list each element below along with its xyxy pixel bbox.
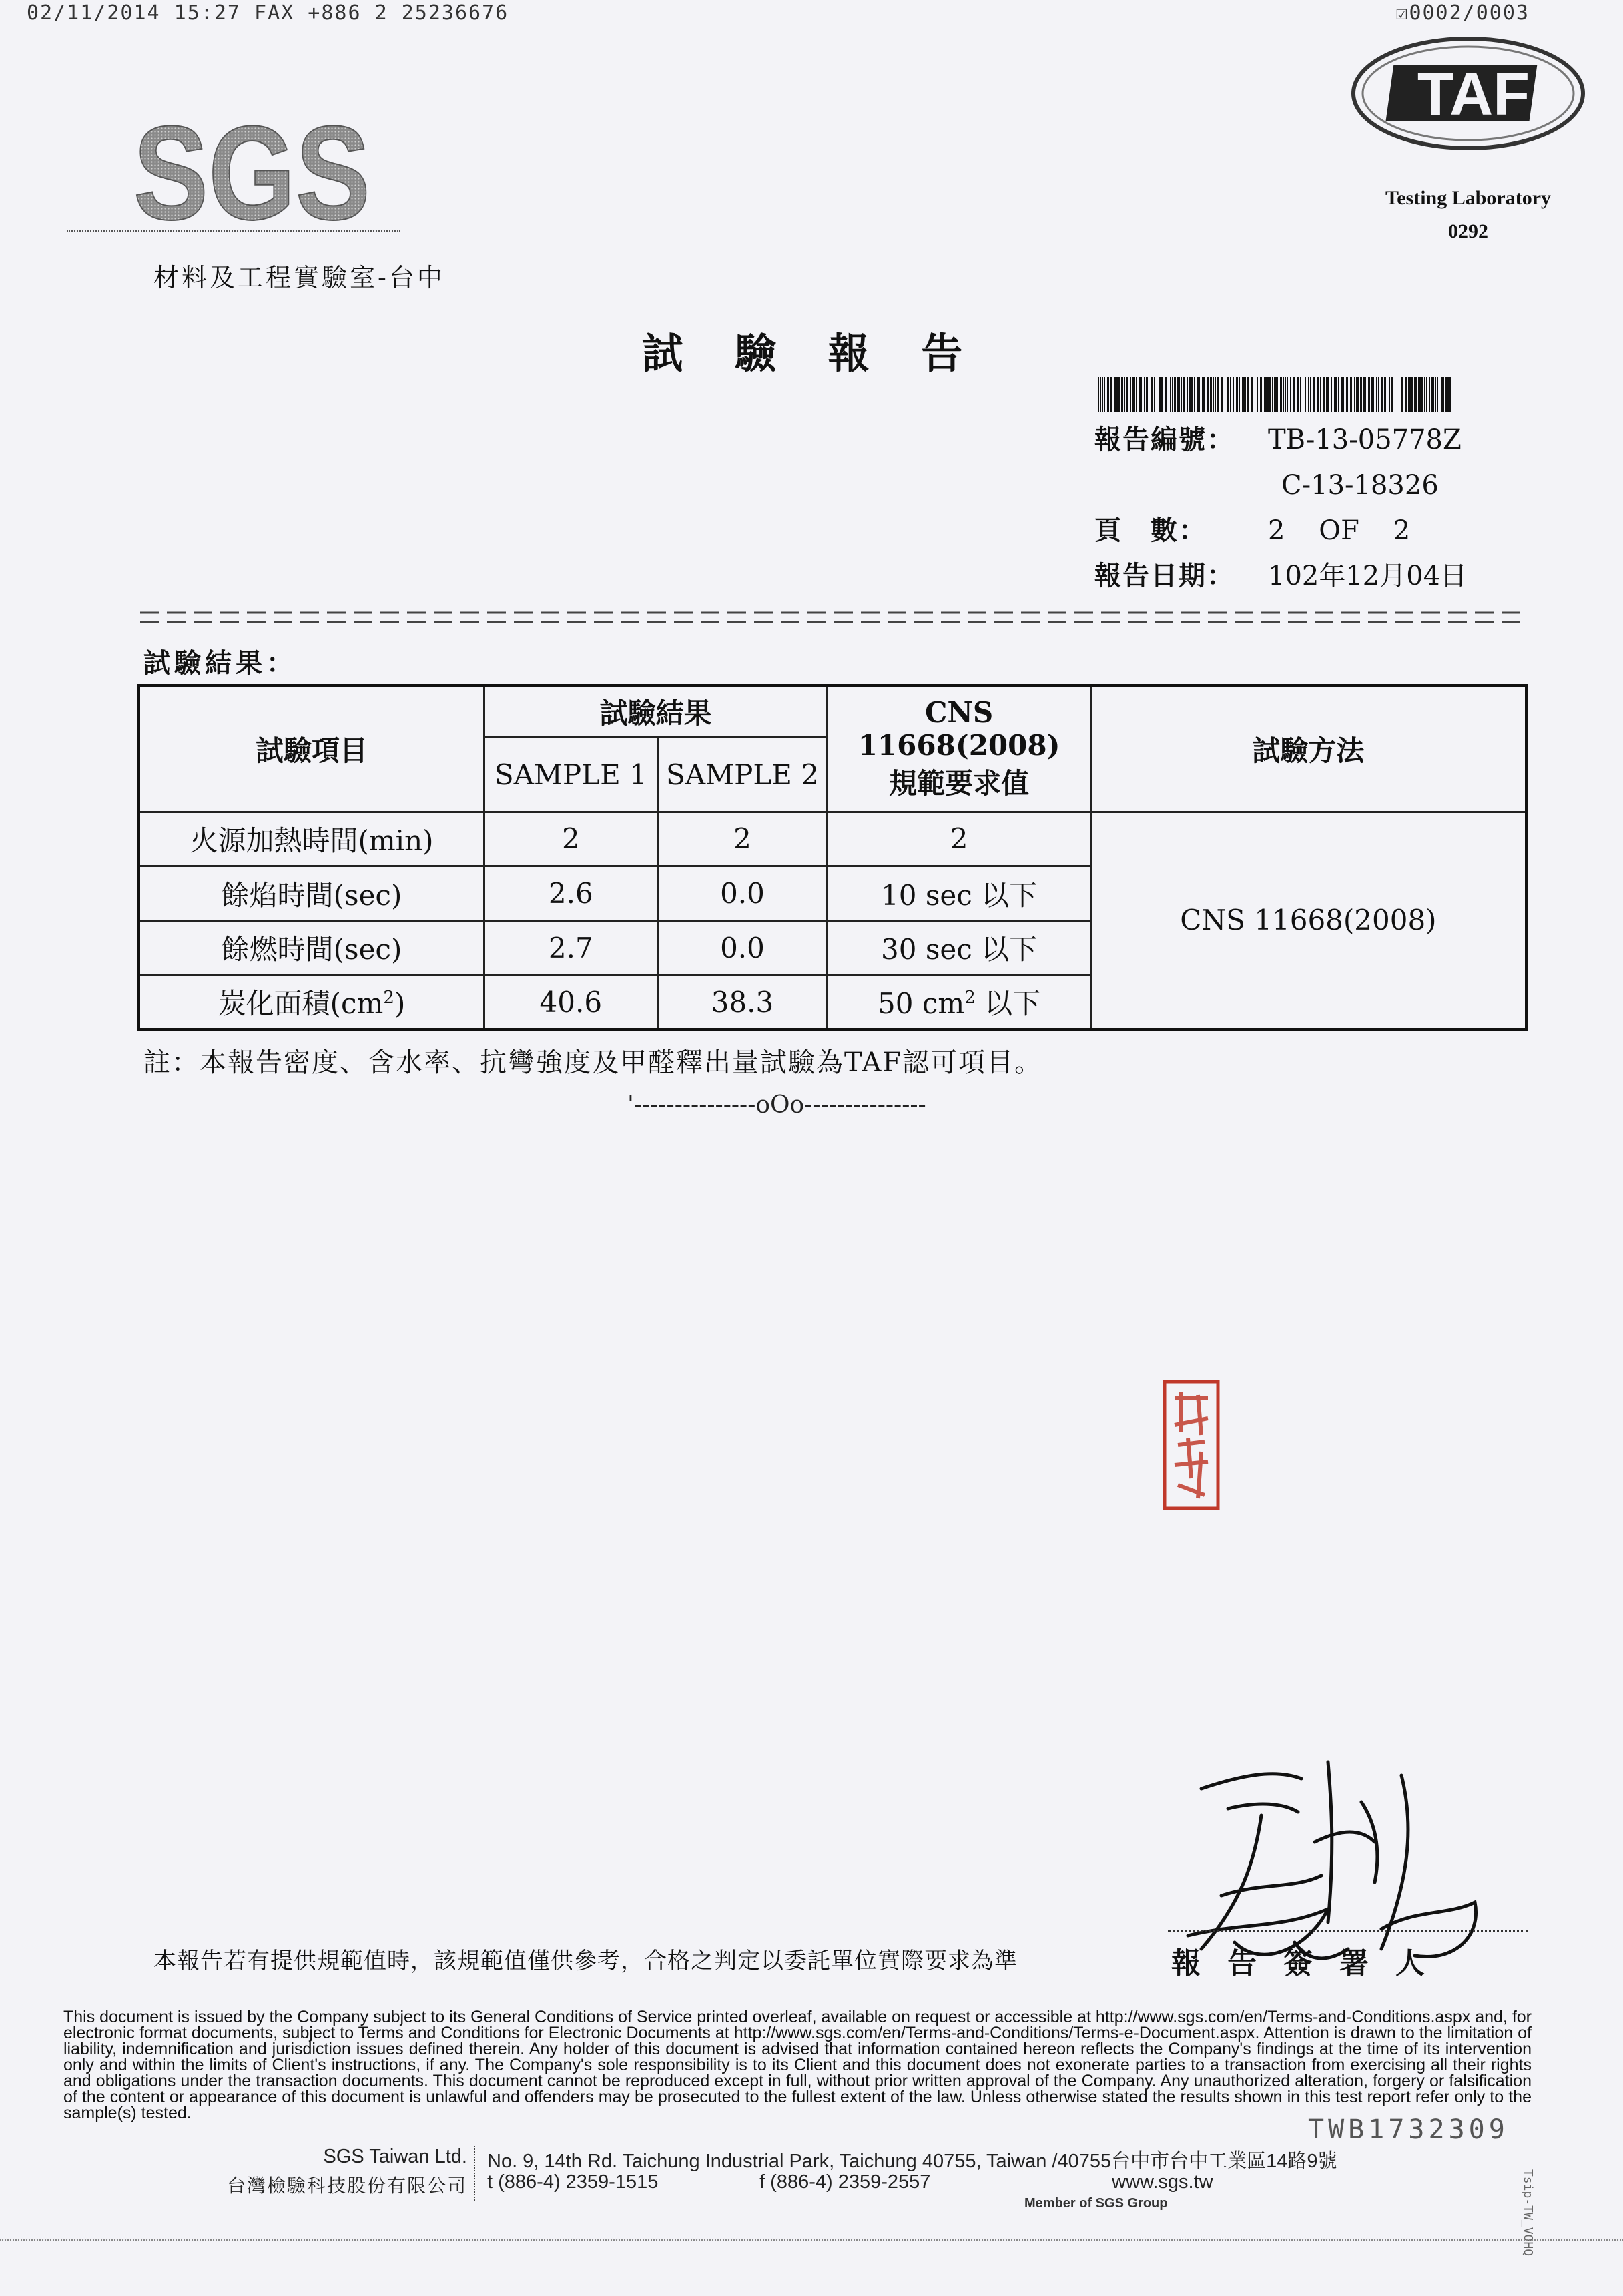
row-sample-1: 2 [484, 812, 657, 866]
header-sample-1: SAMPLE 1 [484, 737, 657, 812]
report-number-label: 報告編號： [1094, 424, 1235, 455]
svg-text:SGS: SGS [133, 99, 370, 248]
company-fax: f (886-4) 2359-2557 [759, 2171, 931, 2193]
svg-text:TAF: TAF [1417, 61, 1530, 128]
row-sample-1: 2.6 [484, 866, 657, 921]
date-value: 102年12月04日 [1268, 561, 1468, 591]
signer-label: 報告簽署人 [1171, 1946, 1451, 1980]
row-item: 火源加熱時間(min) [139, 812, 484, 866]
fax-header: 02/11/2014 15:27 FAX +886 2 25236676 [27, 1, 509, 25]
checkbox-icon: ☑ [1395, 1, 1409, 25]
header-sample-2: SAMPLE 2 [657, 737, 828, 812]
date-label: 報告日期： [1094, 560, 1235, 591]
table-row [139, 812, 1527, 866]
company-address: No. 9, 14th Rd. Taichung Industrial Park, Taichung 40755, Taiwan /40755台中市台中工業區14路9號 [487, 2150, 1337, 2172]
header-spec-line-2: 規範要求值 [889, 767, 1030, 800]
logo-divider [67, 230, 400, 232]
row-sample-1: 2.7 [484, 920, 657, 975]
row-sample-2: 38.3 [657, 975, 828, 1030]
bottom-rule [0, 2239, 1623, 2241]
row-sample-2: 2 [657, 812, 828, 866]
report-title: 試 驗 報 告 [641, 329, 982, 378]
table-header-row-1 [139, 686, 1527, 737]
results-table [137, 684, 1528, 1031]
note: 註：本報告密度、含水率、抗彎強度及甲醛釋出量試驗為TAF認可項目。 [143, 1047, 1043, 1078]
taf-logo [1348, 33, 1588, 154]
row-sample-2: 0.0 [657, 920, 828, 975]
header-method: 試驗方法 [1090, 686, 1526, 812]
side-form-id: Tsip-TW_VOHQ [1521, 2169, 1535, 2257]
row-spec: 50 $cm^2$ 以下 [828, 975, 1091, 1030]
header-results: 試驗結果 [484, 686, 827, 737]
signature-line [1168, 1930, 1528, 1932]
barcode [1098, 377, 1451, 412]
row-item: 餘焰時間(sec) [139, 866, 484, 921]
row-spec: 30 sec 以下 [828, 920, 1091, 975]
report-number-row [1094, 417, 1467, 463]
lab-name: 材料及工程實驗室-台中 [153, 263, 445, 292]
company-website: www.sgs.tw [1112, 2171, 1213, 2193]
end-mark: '---------------oOo--------------- [627, 1091, 926, 1119]
taf-line-2: 0292 [1448, 220, 1488, 242]
row-spec: 2 [828, 812, 1091, 866]
company-contacts [487, 2171, 1213, 2193]
legal-disclaimer: This document is issued by the Company subject to its General Conditions of Service printed overleaf, available on request or accessible at http://www.sgs.com/en/Terms-and-Conditions.aspx and, for electronic format documents, subject to Terms and Conditions for Electronic Documents at http://www.sgs.com/en/Terms-and-Conditions/Terms-e-Document.aspx. Attention is drawn to the limitation of liability, indemnification and jurisdiction issues defined therein. Any holder of this document is advised that information contained hereon reflects the Company's findings at the time of its intervention only and within the limits of Client's instructions, if any. The Company's sole responsibility is to its Client and this document does not exonerate parties to a transaction from exercising all their rights and obligations under the transaction documents. This document cannot be reproduced except in full, without prior written approval of the Company. Any unauthorized alteration, forgery or falsification of the content or appearance of this document is unlawful and offenders may be prosecuted to the fullest extent of the law. Unless otherwise stated the results shown in this test report refer only to the sample(s) tested. [63, 2008, 1532, 2122]
footer-divider [474, 2146, 475, 2201]
row-sample-2: 0.0 [657, 866, 828, 921]
document-id: TWB1732309 [1308, 2114, 1509, 2145]
report-number-2: C-13-18326 [1281, 470, 1439, 501]
fax-page-number: ☑0002/0003 [1395, 1, 1530, 25]
company-tel: t (886-4) 2359-1515 [487, 2171, 659, 2193]
double-dashed-rule [140, 609, 1528, 626]
company-name-zh: 台灣檢驗科技股份有限公司 [226, 2175, 467, 2197]
report-number-1: TB-13-05778Z [1268, 424, 1462, 455]
row-sample-1: 40.6 [484, 975, 657, 1030]
row-item: 炭化面積$(cm^2)$ [139, 975, 484, 1030]
header-spec-line-1: CNS 11668(2008) [858, 696, 1060, 762]
report-meta [1094, 417, 1467, 599]
row-spec: 10 sec 以下 [828, 866, 1091, 921]
company-name-en: SGS Taiwan Ltd. [323, 2146, 467, 2167]
header-item: 試驗項目 [139, 686, 484, 812]
pages-row [1094, 508, 1467, 553]
method-value: CNS 11668(2008) [1090, 812, 1526, 1029]
seal-stamp [1161, 1378, 1221, 1512]
sgs-logo [133, 99, 374, 248]
row-item: 餘燃時間(sec) [139, 920, 484, 975]
standard-disclaimer-note: 本報告若有提供規範值時，該規範值僅供參考，合格之判定以委託單位實際要求為準 [153, 1948, 1018, 1974]
taf-accreditation [1335, 182, 1602, 248]
date-row [1094, 553, 1467, 599]
taf-line-1: Testing Laboratory [1385, 187, 1552, 209]
member-of-sgs: Member of SGS Group [1024, 2196, 1168, 2211]
report-number-row-2 [1094, 463, 1467, 508]
pages-value: 2 OF 2 [1268, 515, 1411, 546]
pages-label: 頁 數： [1094, 515, 1207, 546]
results-label: 試驗結果： [143, 647, 297, 679]
header-spec [828, 686, 1091, 812]
